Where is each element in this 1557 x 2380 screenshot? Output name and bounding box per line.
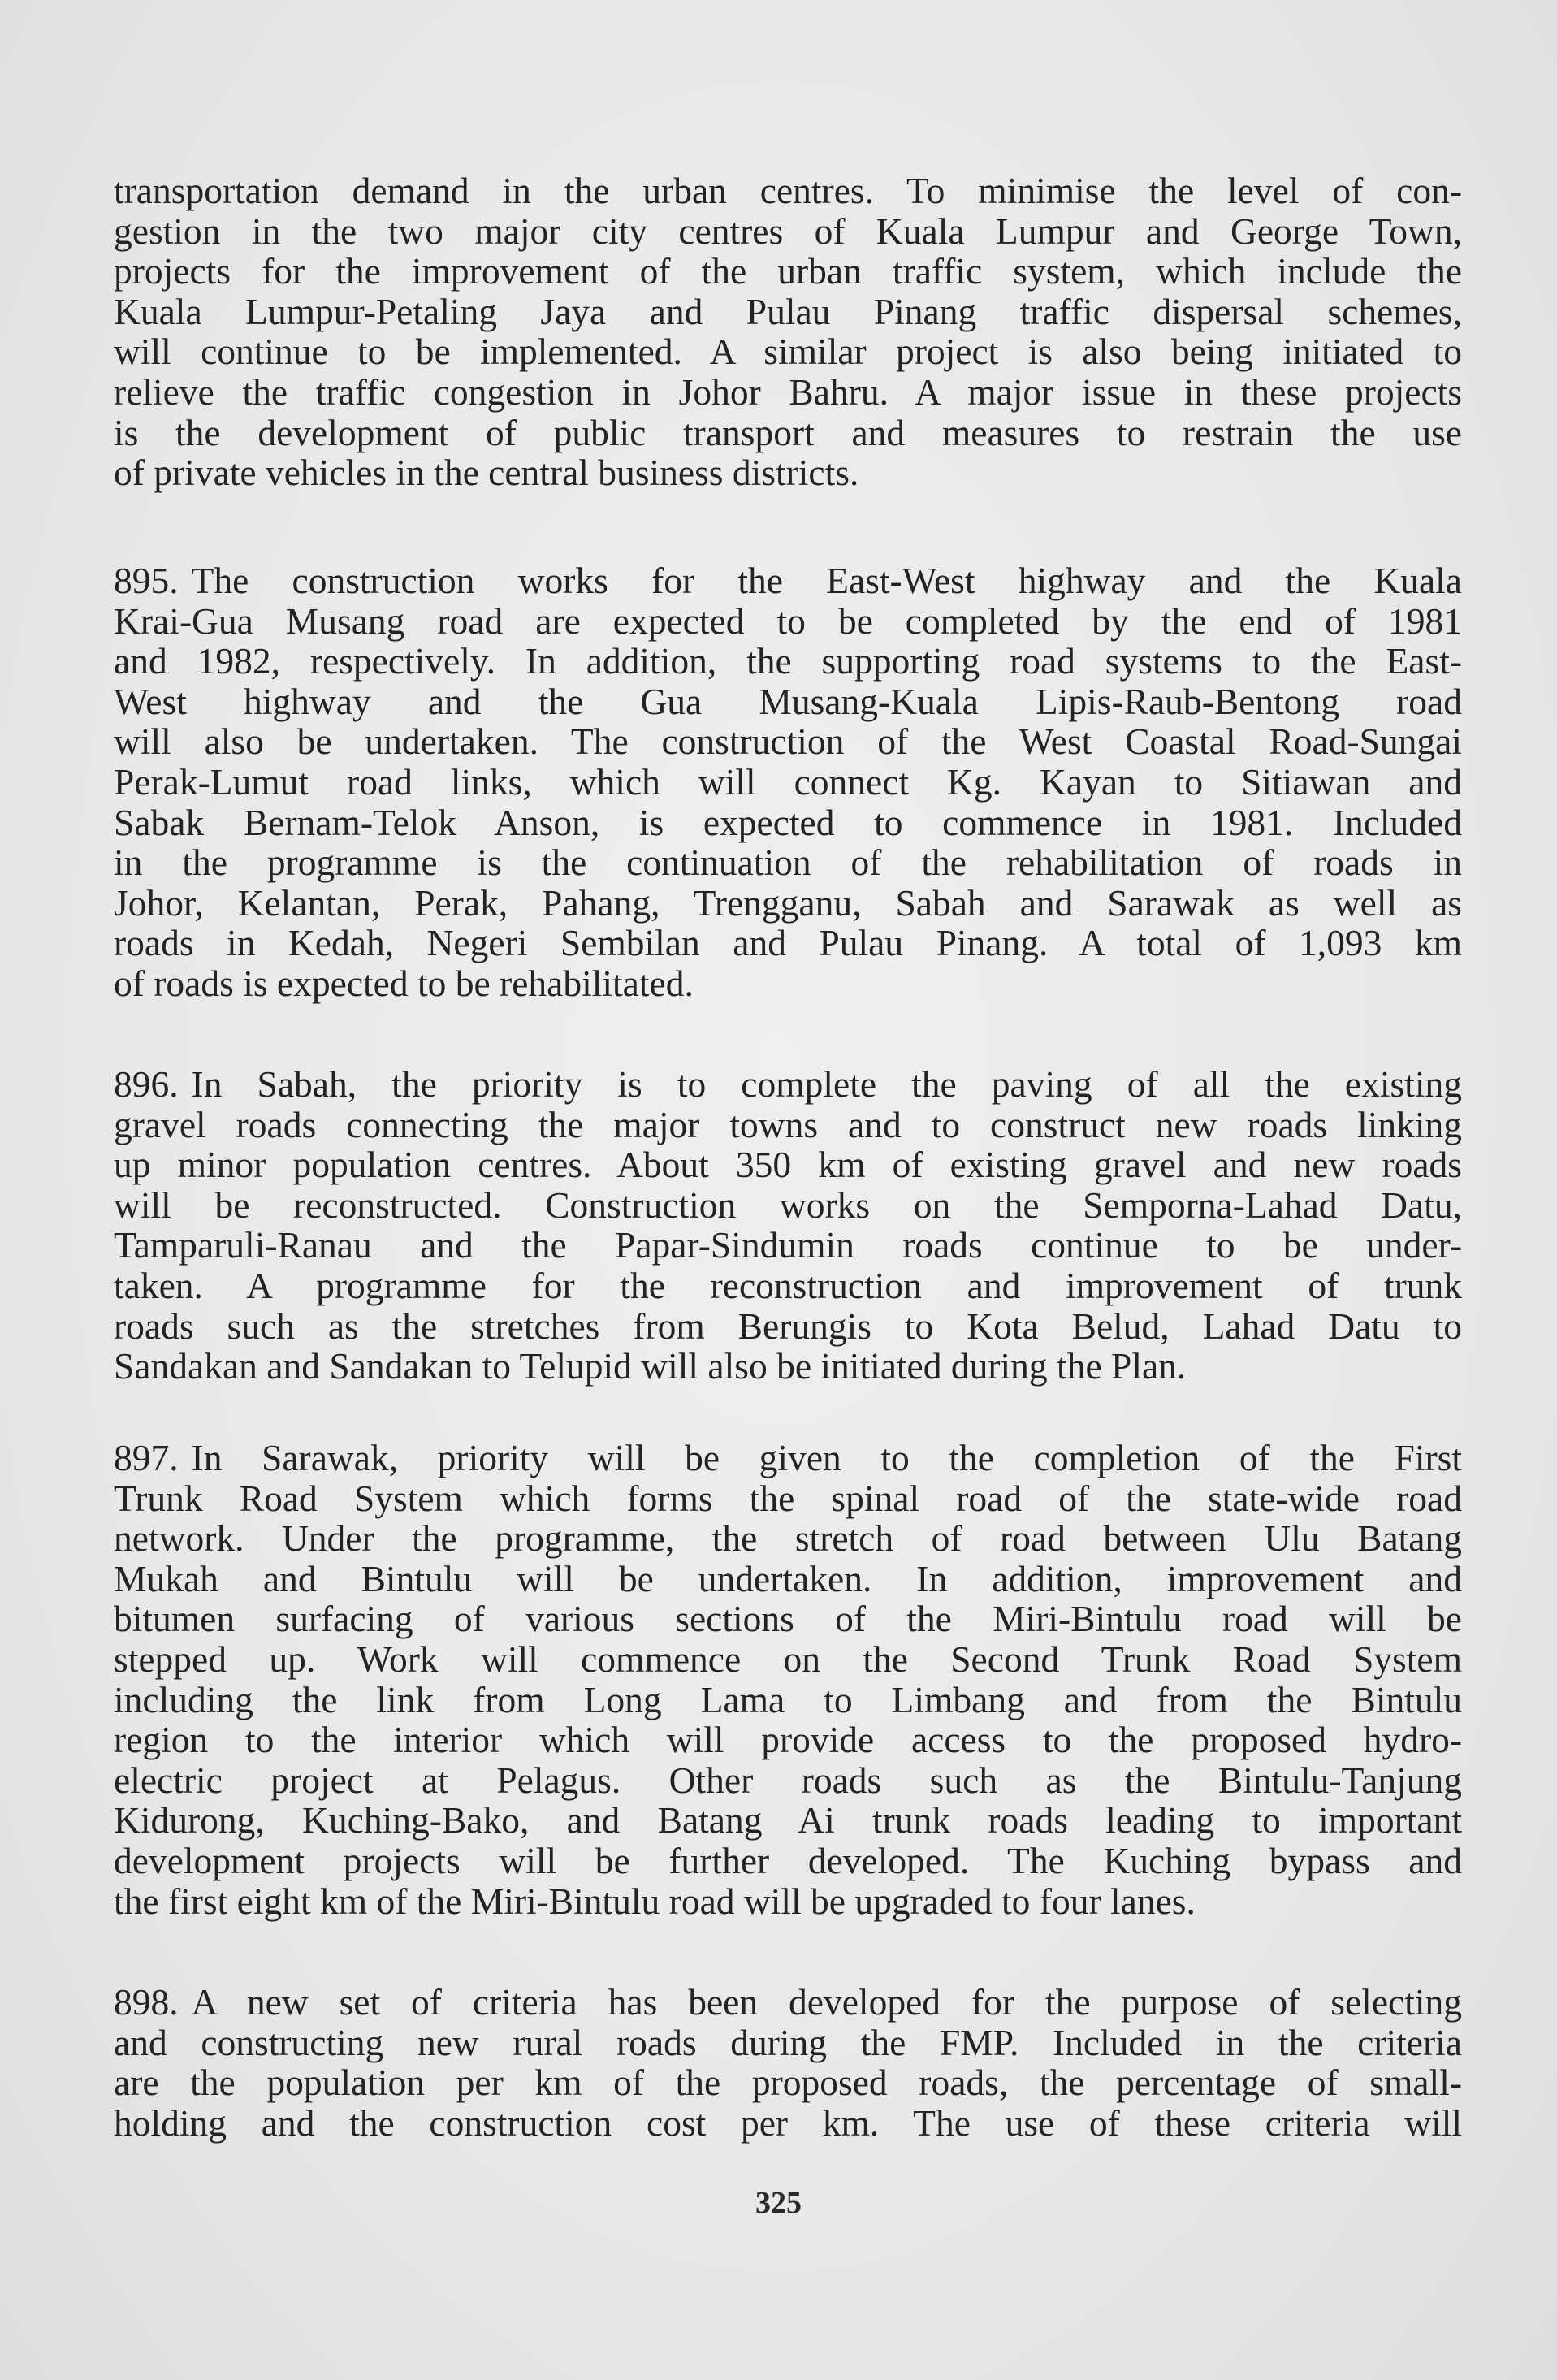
paragraph-number: 895. — [114, 560, 179, 601]
text-line: Sandakan and Sandakan to Telupid will also be initiated during the Plan. — [114, 1345, 1187, 1387]
text-line: network. Under the programme, the stretch of road between Ulu Batang — [114, 1517, 1462, 1560]
text-line: and constructing new rural roads during the FMP. Included in the criteria — [114, 2021, 1462, 2063]
paragraph-continued — [114, 171, 1462, 493]
text-line: Kuala Lumpur-Petaling Jaya and Pulau Pinang traffic dispersal schemes, — [114, 290, 1462, 332]
text-line: of private vehicles in the central business districts. — [114, 452, 859, 494]
text-line: gestion in the two major city centres of Kuala Lumpur and George Town, — [114, 210, 1462, 252]
text-line: taken. A programme for the reconstruction and improvement of trunk — [114, 1264, 1462, 1306]
text-line: Krai-Gua Musang road are expected to be completed by the end of 1981 — [114, 599, 1462, 642]
text-line: projects for the improvement of the urban traffic system, which include the — [114, 250, 1462, 292]
paragraph-897 — [114, 1438, 1462, 1921]
paragraph-number: 897. — [114, 1437, 179, 1478]
text-line: Sabak Bernam-Telok Anson, is expected to commence in 1981. Included — [114, 801, 1462, 843]
text-line: will be reconstructed. Construction works on the Semporna-Lahad Datu, — [114, 1184, 1462, 1226]
text-line: Johor, Kelantan, Perak, Pahang, Trengganu, Sabah and Sarawak as well as — [114, 881, 1462, 924]
paragraph-898 — [114, 1982, 1462, 2143]
paragraph-number: 896. — [114, 1063, 179, 1105]
text-line: stepped up. Work will commence on the Second Trunk Road System — [114, 1638, 1462, 1680]
text-line: transportation demand in the urban centres. To minimise the level of con- — [114, 170, 1462, 211]
text-line: electric project at Pelagus. Other roads such as the Bintulu-Tanjung — [114, 1759, 1462, 1801]
text-line: of roads is expected to be rehabilitated. — [114, 962, 694, 1004]
text-line: bitumen surfacing of various sections of the Miri-Bintulu road will be — [114, 1598, 1462, 1640]
text-line: up minor population centres. About 350 km of existing gravel and new roads — [114, 1144, 1462, 1186]
text-line: Trunk Road System which forms the spinal road of the state-wide road — [114, 1477, 1462, 1519]
text-line: and 1982, respectively. In addition, the supporting road systems to the East- — [114, 640, 1462, 682]
text-line: including the link from Long Lama to Limbang and from the Bintulu — [114, 1678, 1462, 1720]
page-number: 325 — [755, 2186, 802, 2220]
text-line: Perak-Lumut road links, which will connect Kg. Kayan to Sitiawan and — [114, 760, 1462, 803]
paragraph-number: 898. — [114, 1981, 179, 2023]
text-line: relieve the traffic congestion in Johor Bahru. A major issue in these projects — [114, 370, 1462, 413]
text-line-content: In Sabah, the priority is to complete the paving of all the existing — [191, 1063, 1462, 1105]
text-line: development projects will be further developed. The Kuching bypass and — [114, 1839, 1462, 1881]
text-line: holding and the construction cost per km. The use of these criteria will — [114, 2101, 1462, 2144]
text-line: roads in Kedah, Negeri Sembilan and Pulau Pinang. A total of 1,093 km — [114, 922, 1462, 964]
paragraph-896 — [114, 1064, 1462, 1387]
text-line: will continue to be implemented. A similar project is also being initiated to — [114, 331, 1462, 373]
text-line-first — [114, 560, 1462, 601]
text-line: region to the interior which will provide access to the proposed hydro- — [114, 1719, 1462, 1761]
text-line-first — [114, 1982, 1462, 2023]
text-line: will also be undertaken. The construction of the West Coastal Road-Sungai — [114, 720, 1462, 763]
text-line-first — [114, 1064, 1462, 1105]
text-line-first — [114, 1438, 1462, 1478]
text-line: is the development of public transport and measures to restrain the use — [114, 411, 1462, 453]
text-line: Kidurong, Kuching-Bako, and Batang Ai trunk roads leading to important — [114, 1799, 1462, 1841]
text-line: gravel roads connecting the major towns and to construct new roads linking — [114, 1103, 1462, 1145]
text-line: in the programme is the continuation of the rehabilitation of roads in — [114, 842, 1462, 884]
text-line: West highway and the Gua Musang-Kuala Lipis-Raub-Bentong road — [114, 680, 1462, 722]
text-line-content: The construction works for the East-West highway and the Kuala — [191, 560, 1462, 601]
text-line: are the population per km of the proposed roads, the percentage of small- — [114, 2062, 1462, 2104]
text-line-content: In Sarawak, priority will be given to the completion of the First — [191, 1437, 1462, 1478]
text-line-content: A new set of criteria has been developed for the purpose of selecting — [191, 1981, 1462, 2023]
text-line: roads such as the stretches from Berungis to Kota Belud, Lahad Datu to — [114, 1305, 1462, 1347]
text-line: Mukah and Bintulu will be undertaken. In addition, improvement and — [114, 1557, 1462, 1599]
text-line: Tamparuli-Ranau and the Papar-Sindumin roads continue to be under- — [114, 1224, 1462, 1266]
text-line: the first eight km of the Miri-Bintulu road will be upgraded to four lanes. — [114, 1880, 1196, 1922]
paragraph-895 — [114, 560, 1462, 1004]
